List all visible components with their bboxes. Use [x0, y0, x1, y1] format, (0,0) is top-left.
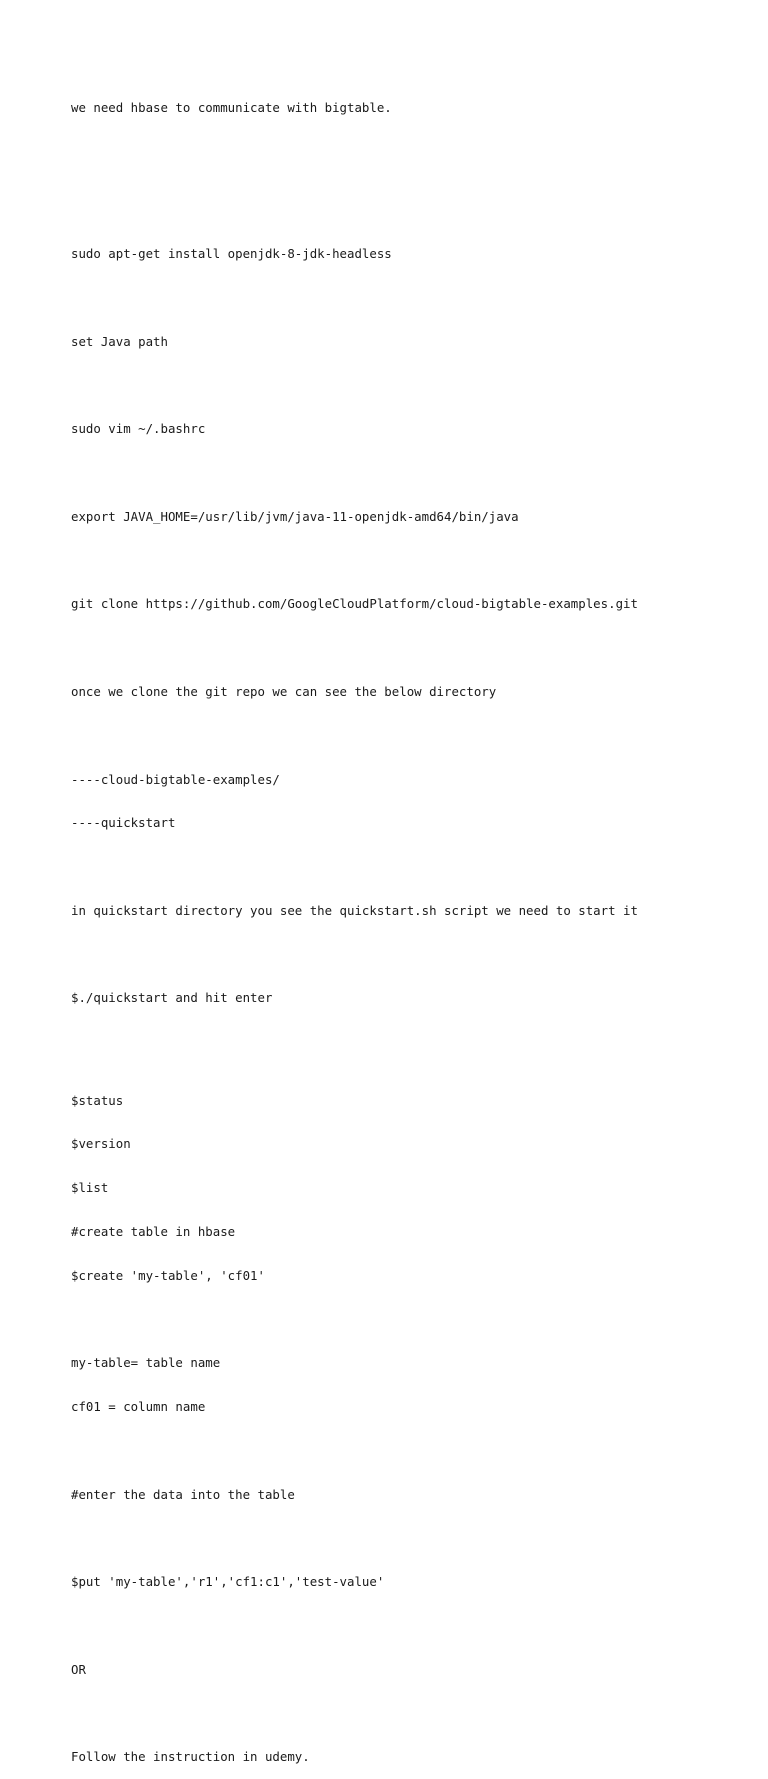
spacer — [71, 145, 728, 174]
spacer — [71, 554, 728, 569]
text-line: $create 'my-table', 'cf01' — [71, 1267, 265, 1283]
text-line: $put 'my-table','r1','cf1:c1','test-value' — [71, 1574, 385, 1590]
text-line: cf01 = column name — [71, 1399, 206, 1415]
spacer — [71, 948, 728, 963]
text-line: sudo vim ~/.bashrc — [71, 421, 206, 437]
spacer — [71, 1312, 728, 1327]
text-line: $version — [71, 1136, 131, 1152]
text-line: once we clone the git repo we can see the below directory — [71, 683, 497, 699]
text-line: #create table in hbase — [71, 1223, 236, 1239]
spacer — [71, 378, 728, 393]
text-line: ----cloud-bigtable-examples/ — [71, 771, 280, 787]
text-line: $./quickstart and hit enter — [71, 990, 273, 1006]
text-line: Follow the instruction in udemy. — [71, 1749, 310, 1765]
text-line: $status — [71, 1092, 124, 1108]
text-line: my-table= table name — [71, 1355, 221, 1371]
spacer — [71, 1619, 728, 1634]
text-line: #enter the data into the table — [71, 1486, 295, 1502]
text-line: we need hbase to communicate with bigtable. — [71, 100, 392, 116]
spacer — [71, 291, 728, 306]
text-line: export JAVA_HOME=/usr/lib/jvm/java-11-openjdk-amd64/bin/java — [71, 508, 519, 524]
spacer — [71, 1035, 728, 1064]
document-body — [71, 72, 728, 1779]
spacer — [71, 203, 728, 218]
text-line: $list — [71, 1180, 109, 1196]
text-line: OR — [71, 1661, 86, 1677]
spacer — [71, 641, 728, 656]
text-line: set Java path — [71, 333, 168, 349]
text-line: sudo apt-get install openjdk-8-jdk-headless — [71, 246, 392, 262]
text-line: in quickstart directory you see the quickstart.sh script we need to start it — [71, 902, 638, 918]
text-line: git clone https://github.com/GoogleCloudPlatform/cloud-bigtable-examples.git — [71, 596, 638, 612]
spacer — [71, 1531, 728, 1546]
spacer — [71, 1707, 728, 1722]
spacer — [71, 466, 728, 481]
spacer — [71, 860, 728, 875]
spacer — [71, 729, 728, 744]
spacer — [71, 1444, 728, 1459]
text-line: ----quickstart — [71, 815, 176, 831]
